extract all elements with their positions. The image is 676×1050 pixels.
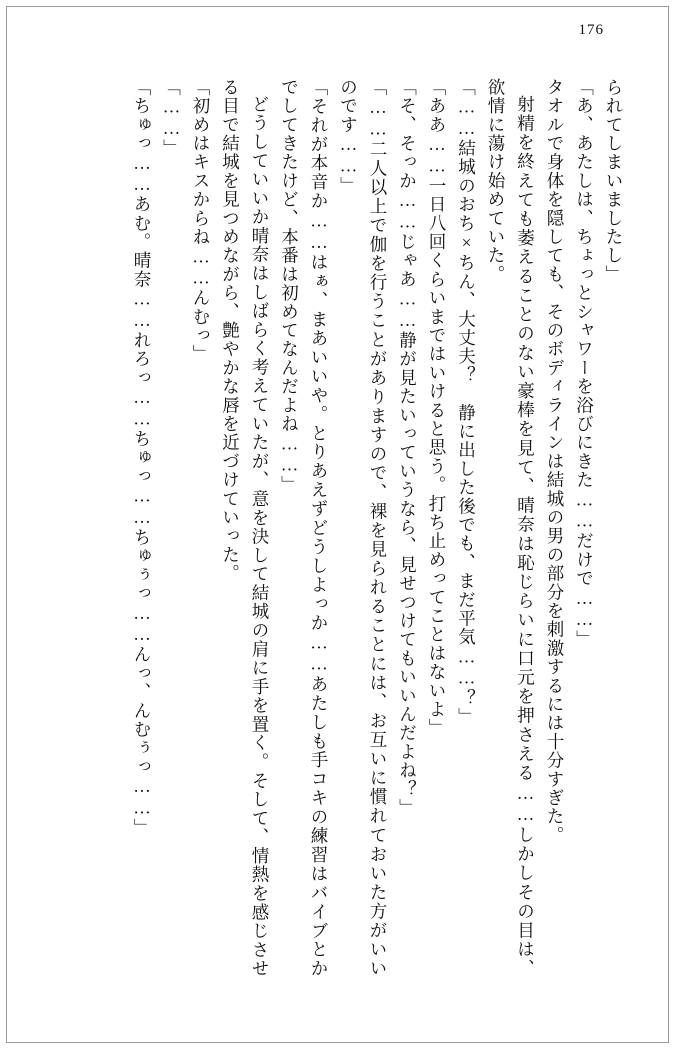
body-paragraph: 「ちゅっ……あむ。晴奈……れろっ……ちゅっ……ちゅぅっ……んっ、んむぅっ……」 bbox=[132, 78, 152, 838]
body-paragraph: 「初めはキスからね……んむっ」 bbox=[191, 78, 211, 364]
body-paragraph: 「そ、そっか……じゃあ……静が見たいっていうなら、見せつけてもいいんだよね？」 bbox=[397, 78, 418, 818]
body-paragraph: 「ああ……一日八回くらいまではいけると思う。打ち止めってことはないよ」 bbox=[427, 78, 447, 738]
body-paragraph: 「あ、あたしは、ちょっとシャワーを浴びにきた……だけで……」 bbox=[574, 78, 595, 649]
body-paragraph: 「……」 bbox=[161, 78, 182, 158]
page-number: 176 bbox=[578, 22, 604, 38]
body-paragraph: 「……二人以上で伽を行うことがありますので、裸を見られることには、お互いに慣れておいた方がいいのです……」 bbox=[338, 78, 388, 978]
body-paragraph: タオルで身体を隠しても、そのボディラインは結城の男の部分を刺激するには十分すぎた。 bbox=[545, 78, 565, 845]
body-paragraph: られてしまいましたし」 bbox=[604, 78, 624, 284]
body-paragraph: 射精を終えても萎えることのない豪棒を見て、晴奈は恥じらいに口元を押さえる……しかしその目は、欲情に蕩け始めていた。 bbox=[486, 78, 536, 978]
page-body-text bbox=[68, 78, 628, 978]
body-paragraph: 「それが本音か……はぁ、まあいいや。とりあえずどうしよっか……あたしも手コキの練習はバイブとかでしてきたけど、本番は初めてなんだよね……」 bbox=[279, 78, 329, 978]
body-paragraph: 「……結城のおち×ちん、大丈夫？ 静に出した後でも、まだ平気……？」 bbox=[456, 78, 477, 727]
body-paragraph: どうしていいか晴奈はしばらく考えていたが、意を決して結城の肩に手を置く。そして、情熱を感じさせる目で結城を見つめながら、艶やかな唇を近づけていった。 bbox=[220, 78, 270, 978]
